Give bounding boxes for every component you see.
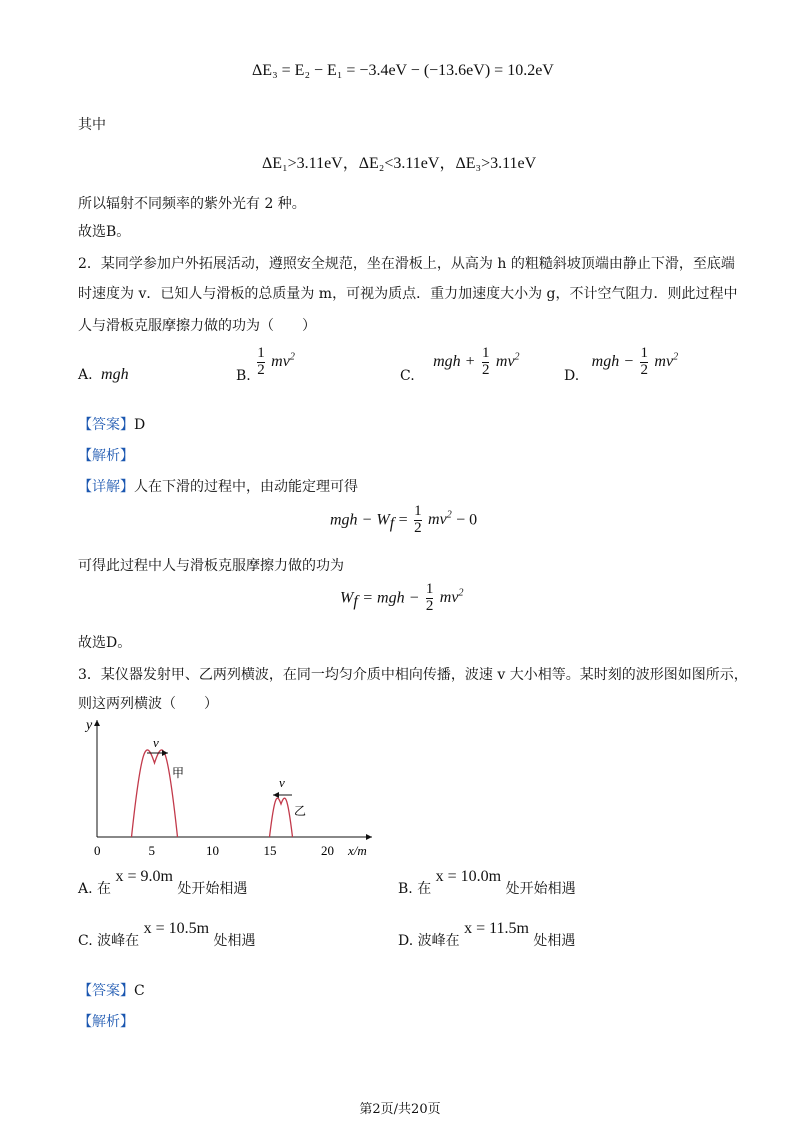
q3-answer bbox=[78, 980, 145, 1000]
velocity-label-yi: v bbox=[279, 775, 285, 790]
tick-label: 0 bbox=[94, 843, 101, 858]
velocity-label-jia: v bbox=[153, 735, 159, 750]
q2-option-d[interactable]: D. mgh − $\frac{1}{2}$ $mv^2$ bbox=[564, 344, 679, 384]
q2-mid-text: 可得此过程中人与滑板克服摩擦力做的功为 bbox=[78, 558, 344, 574]
q3-line-1: 3．某仪器发射甲、乙两列横波，在同一均匀介质中相向传播，波速 v 大小相等。某时刻的波形图如图所示， bbox=[78, 667, 748, 683]
tick-label: 15 bbox=[263, 843, 277, 858]
tick-label: 10 bbox=[206, 843, 219, 858]
text-purple-light: 所以辐射不同频率的紫外光有 2 种。 bbox=[78, 196, 306, 212]
tick-label: 5 bbox=[148, 843, 155, 858]
y-axis-label: y bbox=[86, 718, 93, 733]
option-c-label: C. bbox=[400, 368, 415, 384]
option-b-fraction: $\frac{1}{2}$ bbox=[257, 344, 265, 378]
q3-option-b[interactable]: B. 在 x = 10.0m 处开始相遇 bbox=[398, 868, 576, 897]
answer-tag: 【答案】 bbox=[78, 983, 134, 999]
q2-line-2: 时速度为 v．已知人与滑板的总质量为 m，可视为质点．重力加速度大小为 g，不计空气阻力．则此过程中 bbox=[78, 286, 738, 302]
q2-option-b[interactable]: B. $\frac{1}{2}$ $mv^2$ bbox=[236, 344, 295, 384]
wave-graph bbox=[80, 715, 380, 860]
text-qizhong: 其中 bbox=[78, 117, 106, 133]
answer-value: C bbox=[134, 983, 145, 999]
q2-option-a[interactable] bbox=[78, 366, 129, 384]
q2-choose-d: 故选D。 bbox=[78, 635, 132, 651]
q2-line-1: 2．某同学参加户外拓展活动，遵照安全规范，坐在滑板上，从高为 h 的粗糙斜坡顶端由静止下滑，至底端 bbox=[78, 256, 735, 272]
q2-analysis-tag: 【解析】 bbox=[78, 448, 134, 464]
tick-label: 20 bbox=[321, 843, 334, 858]
q3-analysis-tag: 【解析】 bbox=[78, 1014, 134, 1030]
equation-compare: ΔE₁>3.11eV，ΔE₂<3.11eV，ΔE₃>3.11eV bbox=[262, 155, 537, 172]
q2-equation-2: $W_f$ = mgh − $\frac{1}{2}$ $mv^2$ bbox=[340, 581, 464, 614]
x-axis-label: x/m bbox=[348, 843, 367, 858]
q3-option-d[interactable]: D. 波峰在 x = 11.5m 处相遇 bbox=[398, 920, 576, 949]
wave-jia bbox=[132, 750, 178, 837]
page-footer: 第2页/共20页 bbox=[359, 1102, 441, 1117]
option-d-label: D. bbox=[564, 368, 580, 384]
wave-yi bbox=[270, 798, 293, 837]
q2-detail: 【详解】人在下滑的过程中，由动能定理可得 bbox=[78, 479, 358, 495]
option-a-expr: mgh bbox=[101, 366, 129, 383]
wave-yi-label: 乙 bbox=[294, 804, 307, 818]
wave-jia-label: 甲 bbox=[172, 766, 185, 780]
q2-line-3: 人与滑板克服摩擦力做的功为（ ） bbox=[78, 318, 316, 334]
equation-delta-e3: ΔE₃ = E₂ − E₁ = −3.4eV − (−13.6eV) = 10.2eV bbox=[252, 62, 554, 79]
q2-equation-1: mgh − $W_f$ = $\frac{1}{2}$ $mv^2 - 0$ bbox=[330, 503, 478, 536]
option-a-label: A. bbox=[78, 367, 93, 383]
text-choose-b: 故选B。 bbox=[78, 224, 131, 240]
q3-option-a[interactable]: A. 在 x = 9.0m 处开始相遇 bbox=[78, 868, 248, 897]
answer-tag: 【答案】 bbox=[78, 417, 134, 433]
q3-option-c[interactable]: C. 波峰在 x = 10.5m 处相遇 bbox=[78, 920, 256, 949]
q3-line-2: 则这两列横波（ ） bbox=[78, 696, 218, 712]
q2-option-c[interactable]: C. mgh + $\frac{1}{2}$ $mv^2$ bbox=[400, 344, 520, 384]
option-b-label: B. bbox=[236, 368, 251, 384]
q2-answer bbox=[78, 414, 145, 434]
answer-value: D bbox=[134, 417, 146, 433]
